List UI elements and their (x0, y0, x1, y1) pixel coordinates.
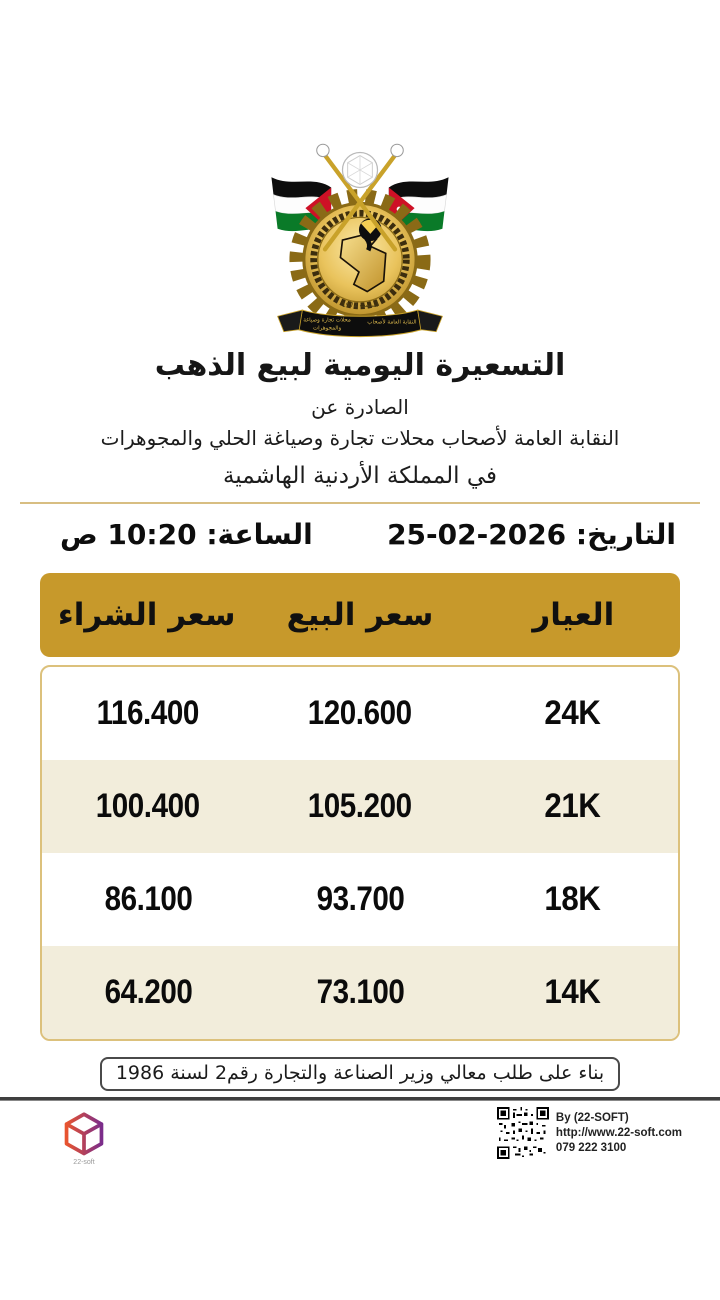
syndicate-emblem (0, 0, 720, 342)
vendor-logo (58, 1111, 110, 1167)
table-row-21k (42, 760, 678, 853)
banner-text-right: النقابة العامة لأصحاب (367, 319, 417, 326)
issuer-line-2: النقابة العامة لأصحاب محلات تجارة وصياغة الحلي والمجوهرات (100, 426, 620, 450)
sell-price-value: 93.700 (316, 880, 404, 918)
footer (0, 1101, 720, 1181)
vendor-logo-caption: 22-soft (73, 1159, 95, 1166)
karat-value: 24K (543, 694, 601, 732)
table-row-14k (42, 946, 678, 1039)
price-table-header (40, 573, 680, 657)
karat-value: 21K (543, 787, 601, 825)
footer-byline: By (22-SOFT) (555, 1112, 629, 1124)
footer-contact (497, 1107, 682, 1159)
karat-value: 18K (543, 880, 601, 918)
diamond-icon (342, 152, 377, 187)
buy-price-value: 86.100 (104, 880, 192, 918)
legal-note-wrap (0, 1057, 720, 1091)
banner-text-left-1: محلات تجارة وصياغة (303, 317, 351, 324)
footer-phone: 079 222 3100 (555, 1142, 627, 1154)
date-field (387, 518, 676, 551)
buy-price-value: 116.400 (96, 694, 200, 732)
table-row-18k (42, 853, 678, 946)
sell-price-value: 105.200 (308, 787, 412, 825)
footer-url: http://www.22-soft.com (555, 1127, 682, 1139)
time-label: الساعة: (206, 518, 313, 551)
karat-value: 14K (543, 973, 601, 1011)
issuer-line-1: الصادرة عن (311, 395, 409, 419)
sell-price-value: 73.100 (316, 973, 404, 1011)
sell-price-value: 120.600 (308, 694, 412, 732)
banner-text-left-2: والمجوهرات (312, 325, 342, 332)
buy-price-value: 64.200 (104, 973, 192, 1011)
time-field (60, 518, 313, 551)
syndicate-emblem-icon (267, 136, 453, 342)
header-karat: العيار (532, 597, 615, 633)
qr-code-icon (497, 1107, 549, 1159)
date-value: 25-02-2026 (387, 518, 567, 551)
legal-note: بناء على طلب معالي وزير الصناعة والتجارة رقم2 لسنة 1986 (100, 1057, 620, 1091)
established-year: أسست 1972 (341, 301, 379, 309)
cube-icon (62, 1111, 106, 1159)
page-title: التسعيرة اليومية لبيع الذهب (154, 348, 566, 383)
date-label: التاريخ: (575, 518, 676, 551)
table-row-24k (42, 667, 678, 760)
header-buy-price: سعر الشراء (57, 597, 236, 633)
header-sell-price: سعر البيع (286, 597, 434, 633)
footer-text-block (556, 1107, 682, 1156)
price-table-body (40, 665, 680, 1041)
date-time-row (0, 504, 720, 551)
buy-price-value: 100.400 (96, 787, 200, 825)
time-value: 10:20 ص (60, 518, 197, 551)
issuer-line-3: في المملكة الأردنية الهاشمية (222, 463, 498, 489)
